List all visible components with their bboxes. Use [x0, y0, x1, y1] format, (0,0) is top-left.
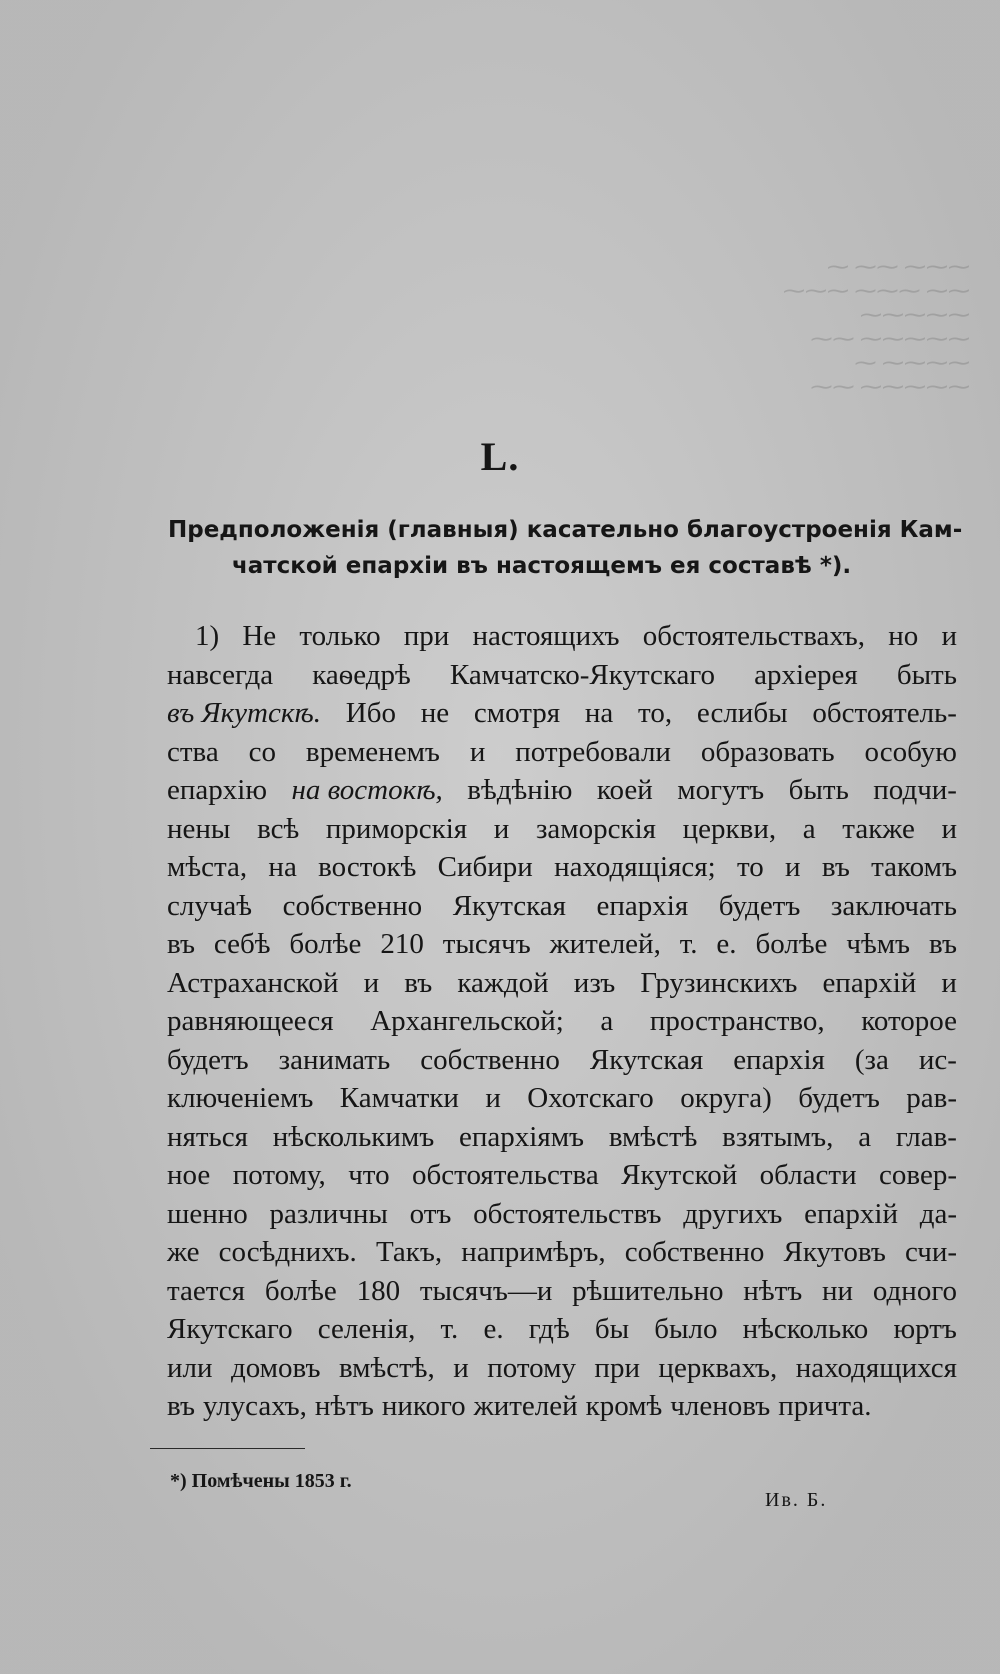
text-line [167, 1349, 957, 1388]
word: могутъ [677, 774, 765, 806]
word: Якутская [452, 889, 566, 922]
text-line [167, 656, 957, 695]
word: же [167, 1236, 200, 1268]
word: счи- [904, 1236, 957, 1268]
italic-phrase: на востокѣ, [291, 774, 443, 806]
word: всѣ [257, 812, 300, 845]
text-line [167, 1272, 957, 1311]
word: причта. [778, 1390, 872, 1422]
word: ства [167, 735, 219, 768]
footnote-divider [150, 1448, 305, 1449]
word: области [759, 1159, 857, 1191]
word: нены [167, 812, 231, 845]
word: и [453, 1351, 469, 1384]
word: то [736, 851, 764, 883]
text-line [167, 694, 957, 733]
word: церквахъ, [658, 1351, 778, 1384]
word: потребовали [515, 735, 671, 768]
word: въ [404, 966, 433, 999]
word: то, [638, 697, 673, 729]
word: болѣе [264, 1274, 337, 1307]
word: различны [269, 1197, 388, 1230]
word: Астраханской [167, 966, 339, 999]
word: при [594, 1351, 640, 1384]
word: также [842, 812, 915, 845]
word: востокѣ [318, 851, 417, 883]
heading-line: чатской епархіи въ настоящемъ ея составѣ *). [232, 553, 852, 579]
word: или [167, 1351, 213, 1384]
word: навсегда [167, 658, 274, 691]
word: сосѣднихъ. [218, 1236, 357, 1268]
word: другихъ [683, 1197, 783, 1230]
text-line [167, 1195, 957, 1234]
word: и [493, 812, 510, 845]
text-line [167, 1310, 957, 1349]
word: каждой [457, 966, 549, 999]
word: архіерея [754, 658, 858, 691]
word: церкви, [682, 812, 777, 845]
text-line [167, 1079, 957, 1118]
show-through-text: ⁓ ⁓⁓ ⁓⁓⁓ ⁓⁓⁓ ⁓⁓⁓ ⁓⁓ ⁓⁓⁓⁓⁓ ⁓⁓ ⁓⁓⁓⁓⁓ ⁓ ⁓⁓⁓⁓ ⁓⁓ ⁓⁓⁓⁓⁓ [783, 255, 970, 399]
word: тысячъ—и [419, 1274, 553, 1307]
word: юртъ [893, 1313, 957, 1345]
word: болѣе [289, 928, 362, 960]
word: да- [919, 1197, 957, 1230]
word: ное [167, 1159, 211, 1191]
word: обстоятельствахъ, [642, 620, 866, 652]
word: но [888, 620, 919, 652]
word: на [268, 851, 297, 883]
text-line [167, 1002, 957, 1041]
word: а [600, 1005, 614, 1037]
word: Охотскаго [527, 1082, 654, 1114]
text-line [167, 771, 957, 810]
word: будетъ [798, 1082, 880, 1114]
word: не [420, 697, 450, 729]
word: потому [487, 1351, 576, 1384]
word: заключать [830, 889, 957, 922]
word: еслибы [696, 697, 788, 729]
word: епархію [167, 774, 267, 806]
word: рѣшительно [572, 1274, 724, 1307]
word: Якутовъ [783, 1236, 886, 1268]
word: членовъ [670, 1390, 771, 1422]
word: (за [854, 1043, 889, 1076]
word: Камчатки [339, 1082, 459, 1114]
word: никого [381, 1390, 466, 1422]
word: потому, [232, 1159, 326, 1191]
text-line [167, 1041, 957, 1080]
word: болѣе [755, 928, 828, 960]
word: особую [864, 735, 957, 768]
section-heading [168, 512, 963, 584]
text-line [167, 1118, 957, 1157]
word: каѳедрѣ [312, 658, 411, 691]
word: находящіяся; [554, 851, 716, 883]
word: быть [896, 658, 957, 691]
word: обстоятельствъ [473, 1197, 662, 1230]
word: округа) [680, 1082, 772, 1114]
word: и [941, 620, 957, 652]
word: и [363, 966, 380, 999]
word: жителей, [549, 928, 661, 960]
word: въ [821, 851, 850, 883]
word: Ибо [345, 697, 396, 729]
word: а [802, 812, 816, 845]
word: бы [594, 1313, 630, 1345]
footnote: *) Помѣчены 1853 г. [170, 1470, 352, 1492]
word: епархіямъ [459, 1120, 585, 1153]
word: будетъ [718, 889, 801, 922]
word: при [403, 620, 450, 652]
word: Камчатско-Якутскаго [449, 658, 716, 691]
word: Якутскаго [167, 1313, 293, 1345]
word: и [485, 1082, 501, 1114]
word: и [941, 812, 957, 845]
word: занимать [278, 1043, 391, 1076]
text-line [167, 1156, 957, 1195]
word: заморскія [535, 812, 656, 845]
word: обстоятельства [412, 1159, 599, 1191]
text-line [167, 925, 957, 964]
word: нѣтъ [314, 1390, 374, 1422]
italic-phrase: въ Якутскѣ. [167, 697, 321, 729]
word: обстоятель- [812, 697, 957, 729]
word: случаѣ [167, 889, 253, 922]
word: въ [167, 1390, 195, 1422]
word: отъ [409, 1197, 452, 1230]
word: епархій [822, 966, 917, 999]
word: вмѣстѣ [608, 1120, 698, 1153]
word: образовать [700, 735, 835, 768]
word: совер- [879, 1159, 957, 1191]
word: ис- [918, 1043, 957, 1076]
word: изъ [573, 966, 616, 999]
word: что [348, 1159, 390, 1191]
word: няться [167, 1120, 248, 1153]
word: тысячъ [442, 928, 531, 960]
word: епархія [596, 889, 689, 922]
word: рав- [906, 1082, 957, 1114]
word: нѣсколькимъ [272, 1120, 435, 1153]
word: смотря [473, 697, 561, 729]
word: находящихся [795, 1351, 957, 1384]
word: епархій [804, 1197, 898, 1230]
text-line [167, 848, 957, 887]
word: глав- [895, 1120, 957, 1153]
word: на [584, 697, 614, 729]
word: Сибири [437, 851, 533, 883]
word: 210 [380, 928, 424, 960]
word: быть [788, 774, 849, 806]
word: такомъ [871, 851, 957, 883]
word: нѣтъ [743, 1274, 803, 1307]
word: одного [872, 1274, 957, 1307]
text-line [167, 1387, 957, 1426]
word: собственно [282, 889, 423, 922]
word: жителей [473, 1390, 578, 1422]
word: епархія [733, 1043, 825, 1076]
word: селенія, [317, 1313, 416, 1345]
word: т. [440, 1313, 459, 1345]
word: будетъ [167, 1043, 249, 1076]
word: со [248, 735, 276, 768]
word: 1) [195, 620, 220, 652]
word: собственно [624, 1236, 765, 1268]
text-line [167, 1233, 957, 1272]
word: было [654, 1313, 718, 1345]
text-line [167, 733, 957, 772]
word: Грузинскихъ [640, 966, 798, 999]
text-line [167, 887, 957, 926]
word: въ [167, 928, 195, 960]
word: приморскія [325, 812, 468, 845]
word: вмѣстѣ, [338, 1351, 435, 1384]
word: собственно [420, 1043, 560, 1076]
word: и [785, 851, 801, 883]
word: ключеніемъ [167, 1082, 314, 1114]
word: 180 [356, 1274, 401, 1307]
word: себѣ [213, 928, 271, 960]
body-paragraph [167, 617, 957, 1426]
word: е. [483, 1313, 504, 1345]
word: ни [822, 1274, 854, 1307]
text-line [167, 810, 957, 849]
word: взятымъ, [722, 1120, 834, 1153]
word: и [469, 735, 486, 768]
word: Якутская [589, 1043, 704, 1076]
word: равняющееся [167, 1005, 334, 1037]
word: шенно [167, 1197, 248, 1230]
section-number: L. [480, 434, 520, 479]
word: вѣдѣнію [467, 774, 573, 806]
word: въ [928, 928, 957, 960]
word: настоящихъ [472, 620, 620, 652]
word: нѣсколько [742, 1313, 869, 1345]
word: е. [716, 928, 737, 960]
word: мѣста, [167, 851, 248, 883]
text-line [167, 617, 957, 656]
word: временемъ [305, 735, 440, 768]
word: пространство, [649, 1005, 825, 1037]
word: улусахъ, [202, 1390, 307, 1422]
word: а [858, 1120, 872, 1153]
word: Якутской [621, 1159, 738, 1191]
word: т. [679, 928, 698, 960]
word: гдѣ [528, 1313, 570, 1345]
author-signature: Ив. Б. [765, 1489, 828, 1511]
word: тается [167, 1274, 246, 1307]
word: которое [861, 1005, 957, 1037]
word: домовъ [230, 1351, 321, 1384]
word: Такъ, [375, 1236, 443, 1268]
word: только [299, 620, 381, 652]
word: напримѣръ, [461, 1236, 606, 1268]
word: Не [242, 620, 277, 652]
word: подчи- [873, 774, 957, 806]
word: кромѣ [585, 1390, 663, 1422]
word: чѣмъ [846, 928, 911, 960]
heading-line: Предположенія (главныя) касательно благоустроенія Кам- [168, 517, 963, 543]
word: Архангельской; [370, 1005, 564, 1037]
text-line [167, 964, 957, 1003]
word: коей [596, 774, 653, 806]
word: и [941, 966, 957, 999]
